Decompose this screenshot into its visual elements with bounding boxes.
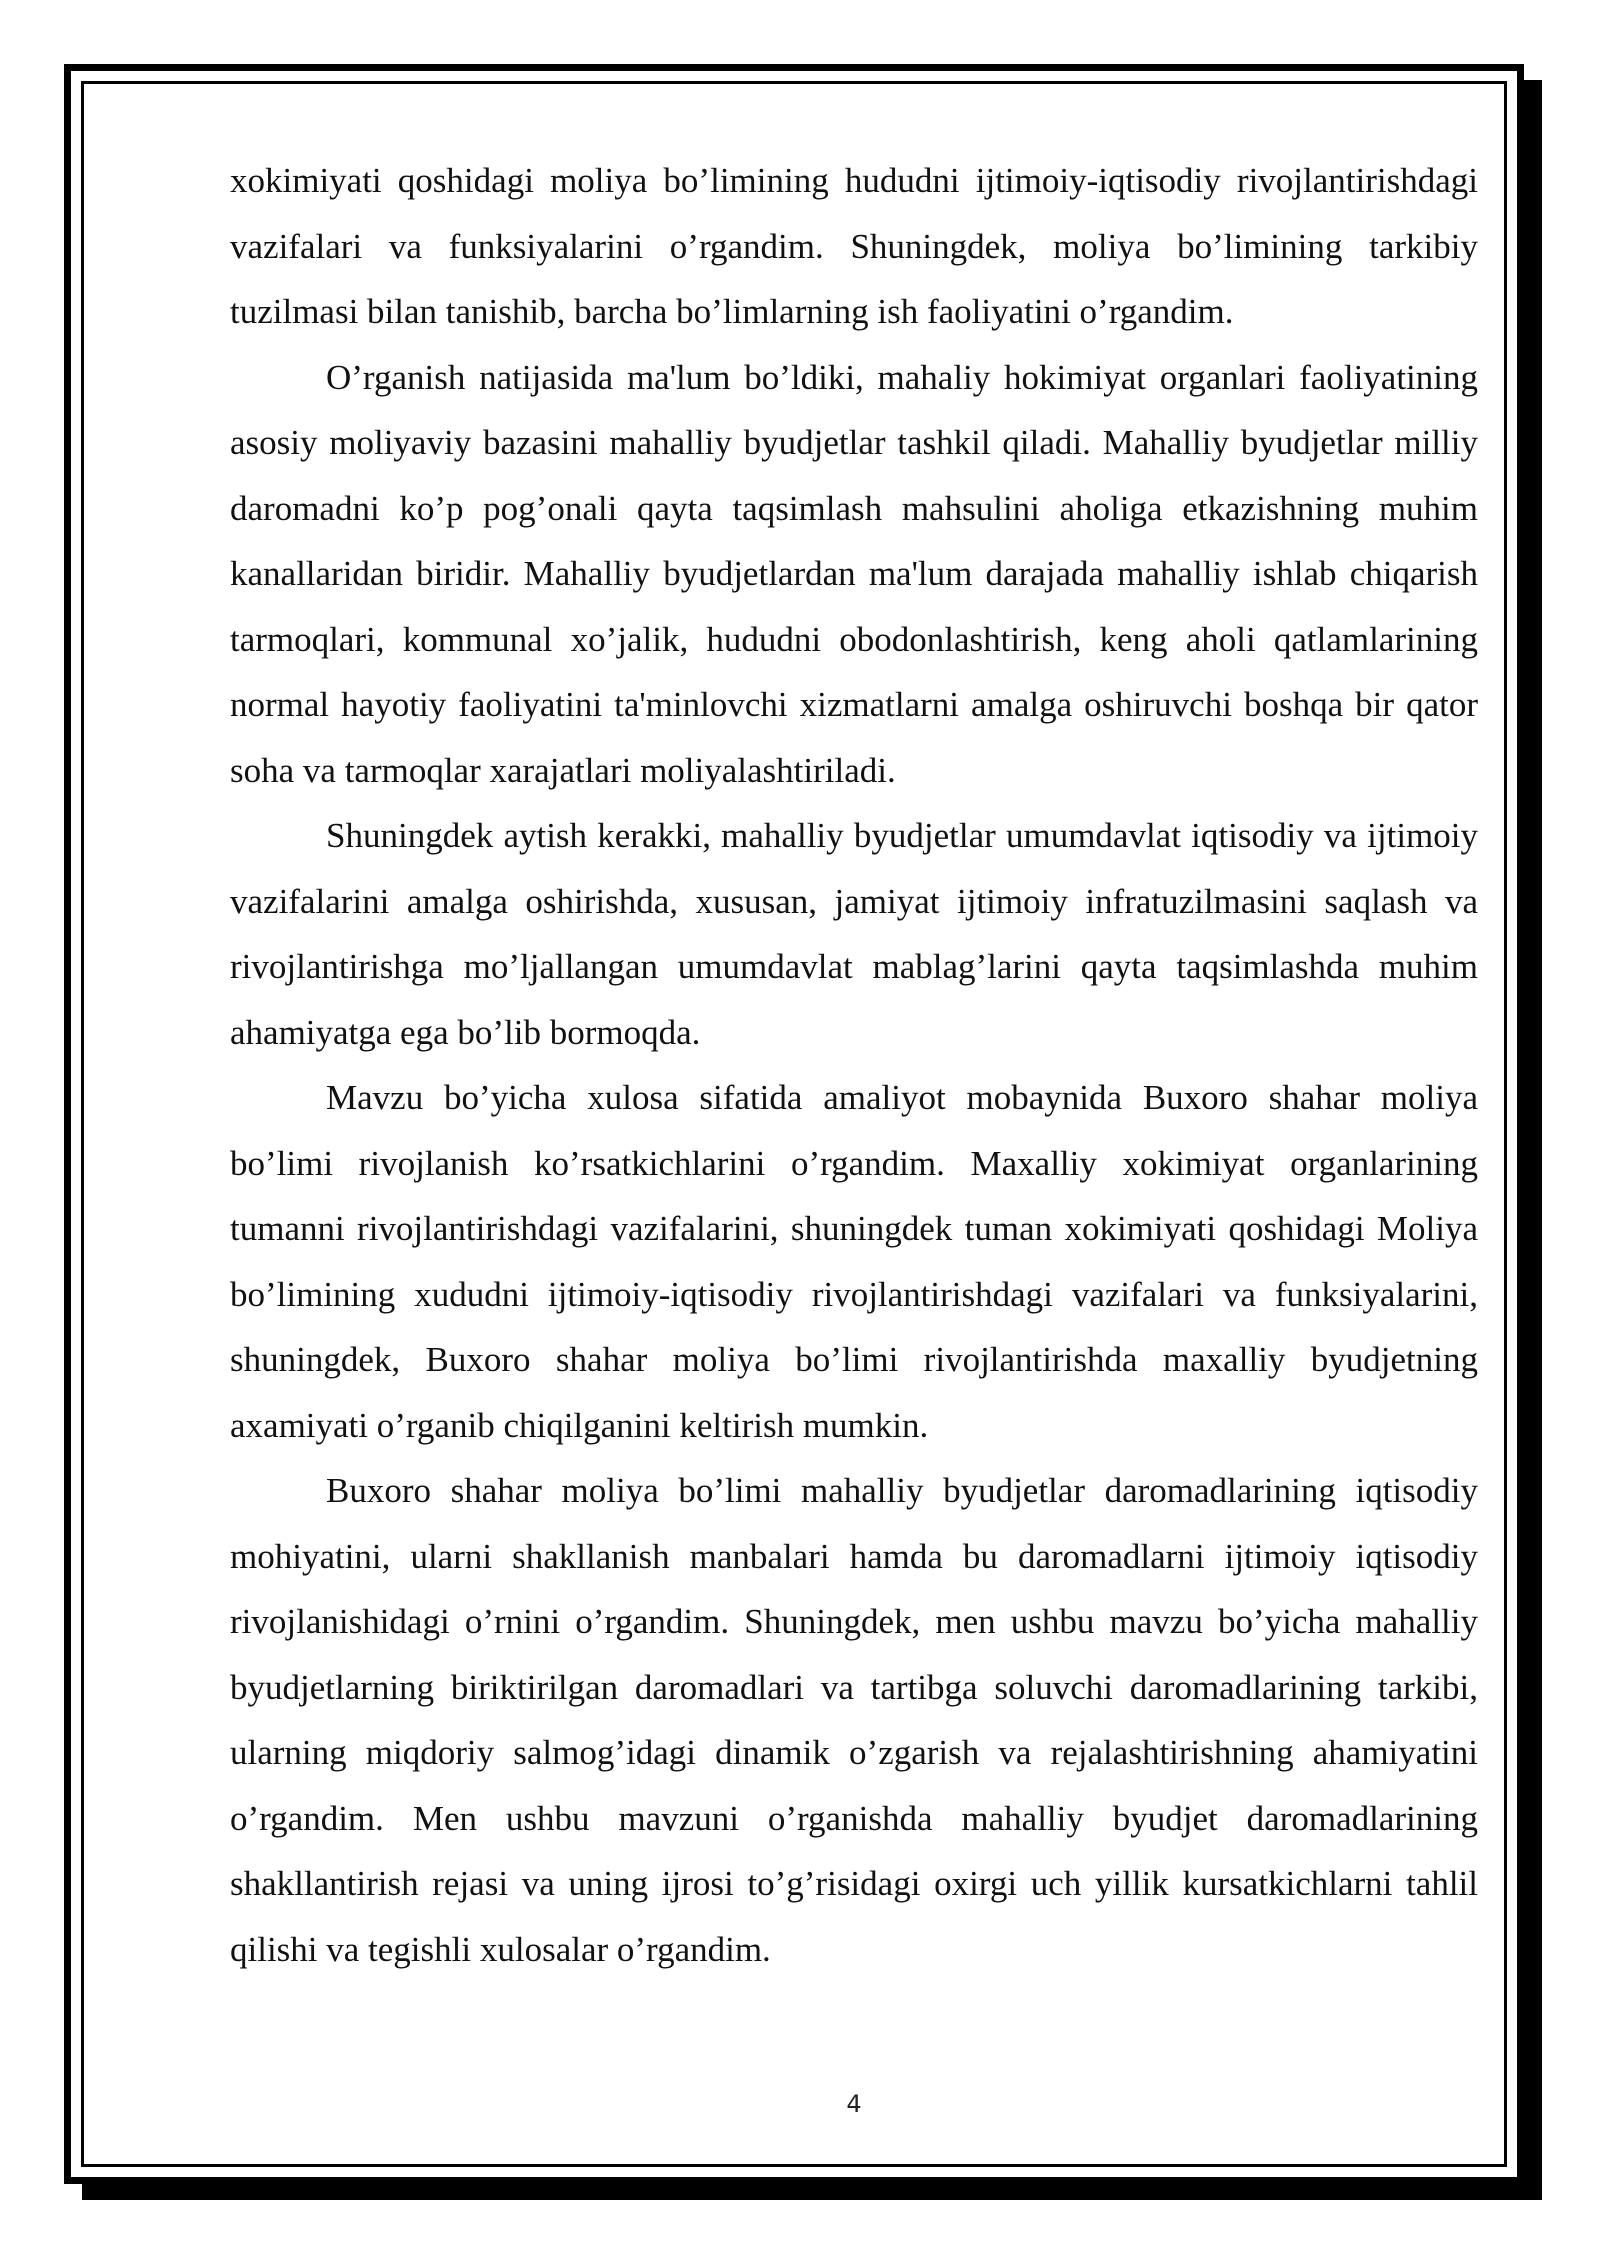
paragraph-5: Buxoro shahar moliya bo’limi mahalliy byudjetlar daromadlarining iqtisodiy mohiyatini, ularni shakllanish manbalari hamda bu daromadlarni ijtimoiy iqtisodiy rivojlanishidagi o’rnini o’rgandim. Shuningdek, men ushbu mavzu bo’yicha mahalliy byudjetlarning biriktirilgan daromadlari va tartibga soluvchi daromadlarining tarkibi, ularning miqdoriy salmog’idagi dinamik o’zgarish va rejalashtirishning ahamiyatini o’rgandim. Men ushbu mavzuni o’rganishda mahalliy byudjet daromadlarining shakllantirish rejasi va uning ijrosi to’g’risidagi oxirgi uch yillik kursatkichlarni tahlil qilishi va tegishli xulosalar o’rgandim. [230, 1471, 1478, 1969]
paragraph-1: xokimiyati qoshidagi moliya bo’limining hududni ijtimoiy-iqtisodiy rivojlantirishdagi vazifalari va funksiyalarini o’rgandim. Shuningdek, moliya bo’limining tarkibiy tuzilmasi bilan tanishib, barcha bo’limlarning ish faoliyatini o’rgandim. [230, 161, 1478, 331]
page-number: 4 [846, 2090, 862, 2118]
paragraph-3: Shuningdek aytish kerakki, mahalliy byudjetlar umumdavlat iqtisodiy va ijtimoiy vazifalarini amalga oshirishda, xususan, jamiyat ijtimoiy infratuzilmasini saqlash va rivojlantirishga mo’ljallangan umumdavlat mablag’larini qayta taqsimlashda muhim ahamiyatga ega bo’lib bormoqda. [230, 816, 1478, 1052]
document-body [230, 148, 1478, 1982]
paragraph-2: O’rganish natijasida ma'lum bo’ldiki, mahaliy hokimiyat organlari faoliyatining asosiy moliyaviy bazasini mahalliy byudjetlar tashkil qiladi. Mahalliy byudjetlar milliy daromadni ko’p pog’onali qayta taqsimlash mahsulini aholiga etkazishning muhim kanallaridan biridir. Mahalliy byudjetlardan ma'lum darajada mahalliy ishlab chiqarish tarmoqlari, kommunal xo’jalik, hududni obodonlashtirish, keng aholi qatlamlarining normal hayotiy faoliyatini ta'minlovchi xizmatlarni amalga oshiruvchi boshqa bir qator soha va tarmoqlar xarajatlari moliyalashtiriladi. [230, 357, 1478, 790]
paragraph-4: Mavzu bo’yicha xulosa sifatida amaliyot mobaynida Buxoro shahar moliya bo’limi rivojlanish ko’rsatkichlarini o’rgandim. Maxalliy xokimiyat organlarining tumanni rivojlantirishdagi vazifalarini, shuningdek tuman xokimiyati qoshidagi Moliya bo’limining xududni ijtimoiy-iqtisodiy rivojlantirishdagi vazifalari va funksiyalarini, shuningdek, Buxoro shahar moliya bo’limi rivojlantirishda maxalliy byudjetning axamiyati o’rganib chiqilganini keltirish mumkin. [230, 1078, 1478, 1445]
